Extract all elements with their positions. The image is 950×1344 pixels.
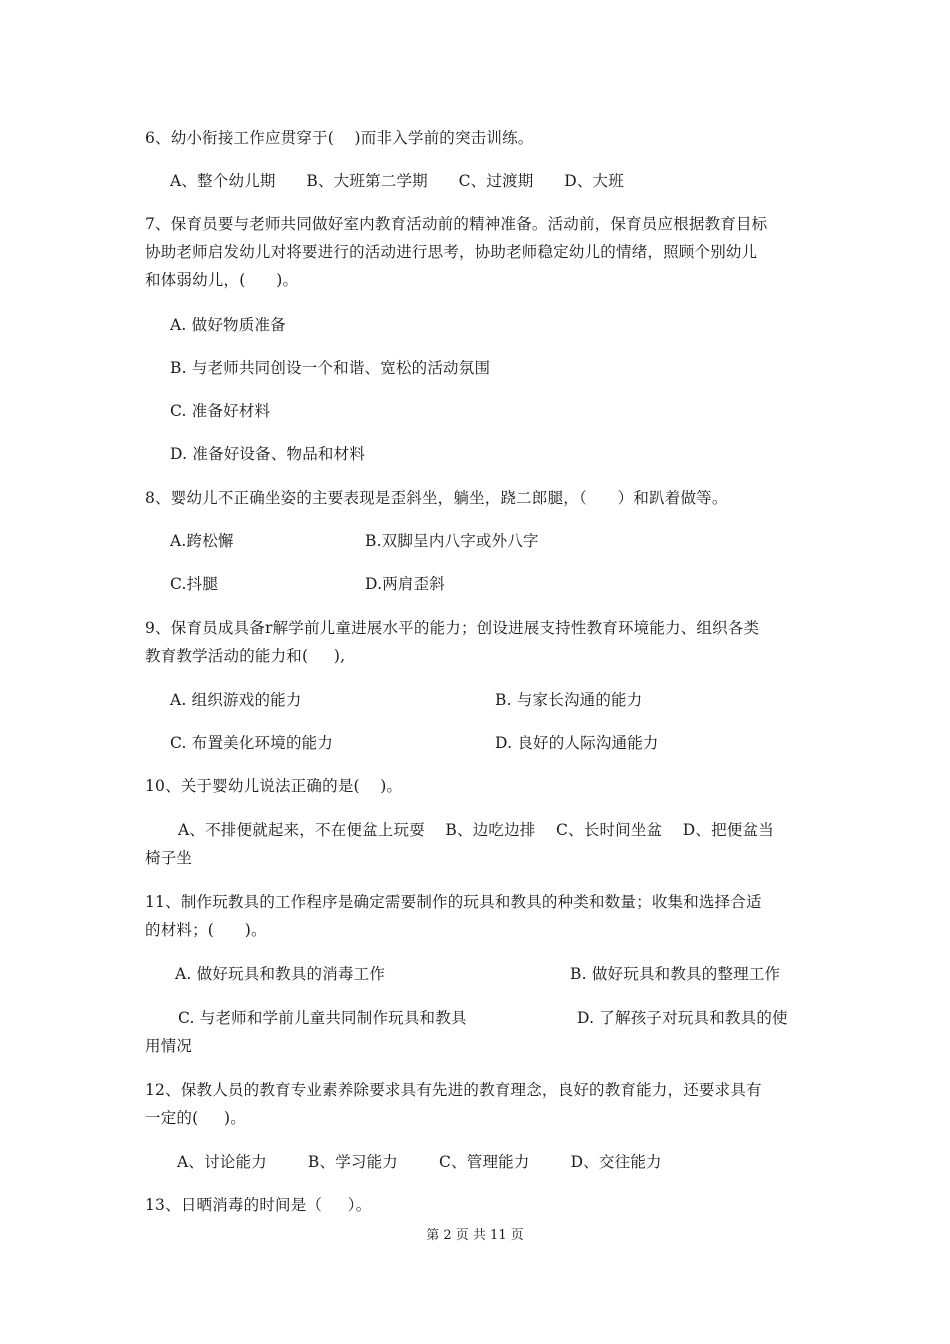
q9-option-c: C. 布置美化环境的能力 — [170, 734, 334, 752]
q13-stem: 13、日晒消毒的时间是（ ）。 — [145, 1196, 372, 1214]
q10-options-line1: A、不排便就起来，不在便盆上玩耍 B、边吃边排 C、长时间坐盆 D、把便盆当 — [178, 821, 774, 839]
q6-stem: 6、幼小衔接工作应贯穿于( )而非入学前的突击训练。 — [145, 129, 534, 147]
q12-stem-line2: 一定的( )。 — [145, 1109, 246, 1127]
q7-option-c: C. 准备好材料 — [170, 402, 271, 420]
q9-option-d: D. 良好的人际沟通能力 — [495, 734, 659, 752]
q8-stem: 8、婴幼儿不正确坐姿的主要表现是歪斜坐，躺坐，跷二郎腿，（ ）和趴着做等。 — [145, 489, 728, 507]
q7-stem-line3: 和体弱幼儿，( )。 — [145, 271, 299, 289]
q9-stem-line1: 9、保育员成具备r解学前儿童进展水平的能力；创设进展支持性教育环境能力、组织各类 — [145, 619, 760, 637]
q12-stem-line1: 12、保教人员的教育专业素养除要求具有先进的教育理念，良好的教育能力，还要求具有 — [145, 1081, 762, 1099]
q8-option-d: D.两肩歪斜 — [365, 575, 446, 593]
q11-option-b: B. 做好玩具和教具的整理工作 — [570, 965, 781, 983]
q10-stem: 10、关于婴幼儿说法正确的是( )。 — [145, 777, 403, 795]
q7-option-a: A. 做好物质准备 — [170, 316, 286, 334]
q11-option-c: C. 与老师和学前儿童共同制作玩具和教具 — [178, 1009, 467, 1027]
q7-stem-line1: 7、保育员要与老师共同做好室内教育活动前的精神准备。活动前，保育员应根据教育目标 — [145, 215, 768, 233]
q8-option-a: A.跨松懈 — [170, 532, 234, 550]
q11-option-a: A. 做好玩具和教具的消毒工作 — [175, 965, 386, 983]
q11-stem-line2: 的材料；( )。 — [145, 921, 267, 939]
q9-option-a: A. 组织游戏的能力 — [170, 691, 302, 709]
q11-stem-line1: 11、制作玩教具的工作程序是确定需要制作的玩具和教具的种类和数量；收集和选择合适 — [145, 893, 762, 911]
q8-option-b: B.双脚呈内八字或外八字 — [365, 532, 539, 550]
page-footer: 第 2 页 共 11 页 — [426, 1228, 524, 1243]
q7-option-b: B. 与老师共同创设一个和谐、宽松的活动氛围 — [170, 359, 491, 377]
q7-stem-line2: 协助老师启发幼儿对将要进行的活动进行思考，协助老师稳定幼儿的情绪，照顾个别幼儿 — [145, 243, 758, 261]
q9-stem-line2: 教育教学活动的能力和( ), — [145, 647, 346, 665]
q10-options-line2: 椅子坐 — [145, 849, 193, 867]
q8-option-c: C.抖腿 — [170, 575, 219, 593]
q6-options: A、整个幼儿期 B、大班第二学期 C、过渡期 D、大班 — [170, 172, 624, 190]
q12-options: A、讨论能力 B、学习能力 C、管理能力 D、交往能力 — [177, 1153, 662, 1171]
q9-option-b: B. 与家长沟通的能力 — [495, 691, 643, 709]
q11-option-d-continued: 用情况 — [145, 1037, 193, 1055]
q7-option-d: D. 准备好设备、物品和材料 — [170, 445, 366, 463]
q11-option-d: D. 了解孩子对玩具和教具的使 — [577, 1009, 788, 1027]
